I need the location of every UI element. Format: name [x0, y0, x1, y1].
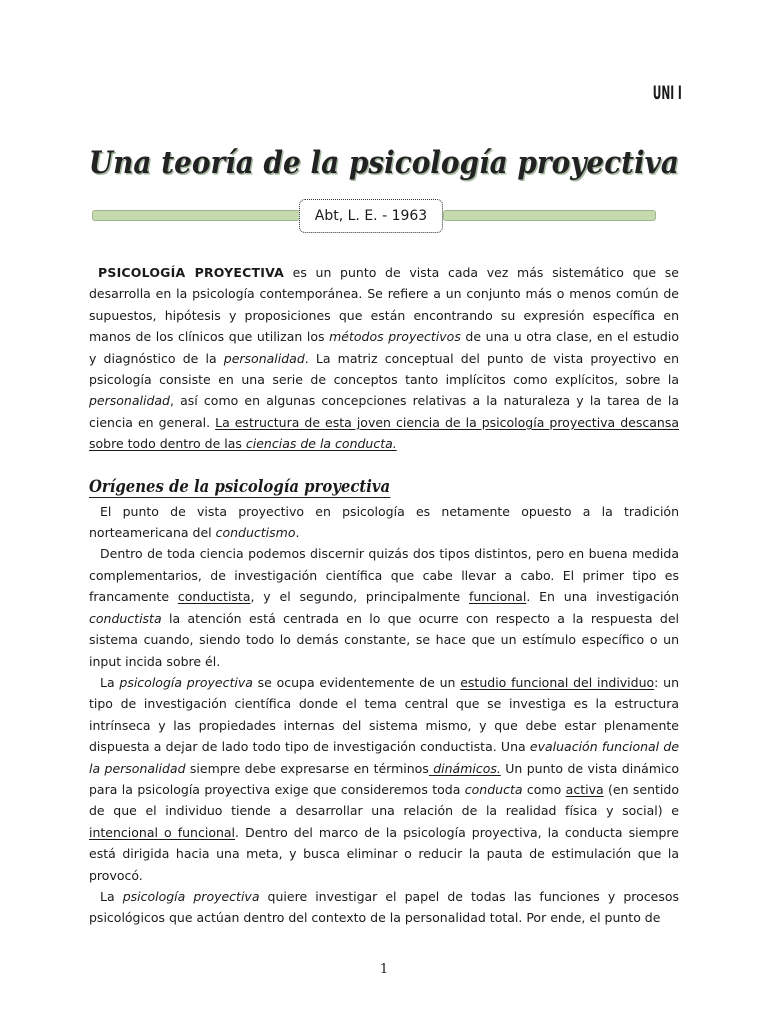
intro-paragraph: PSICOLOGÍA PROYECTIVA es un punto de vista cada vez más sistemático que se desarrolla en la psicología contemporánea. Se refiere a un conjunto más o menos común de supuestos, hipótesis y proposiciones que están encontrando su expresión específica en manos de los clínicos que utilizan los métodos proyectivos de una u otra clase, en el estudio y diagnóstico de la personalidad. La matriz conceptual del punto de vista proyectivo en psicología consiste en una serie de conceptos tanto implícitos como explícitos, sobre la personalidad, así como en algunas concepciones relativas a la naturaleza y la tarea de la ciencia en general. La estructura de esta joven ciencia de la psicología proyectiva descansa sobre todo dentro de las ciencias de la conducta.	[89, 265, 679, 452]
title-text: Una teoría de la psicología proyectiva	[88, 145, 680, 181]
author-box: Abt, L. E. - 1963	[299, 199, 443, 233]
section-heading: Orígenes de la psicología proyectiva	[89, 476, 391, 496]
section-paragraph-1: El punto de vista proyectivo en psicología es netamente opuesto a la tradición norteamericana del conductismo.	[89, 503, 679, 541]
section-paragraph-2: Dentro de toda ciencia podemos discernir quizás dos tipos distintos, pero en buena medida complementarios, de investigación científica que cabe llevar a cabo. El primer tipo es francamente conductista, y el segundo, principalmente funcional. En una investigación conductista la atención está centrada en lo que ocurre con respecto a la respuesta del sistema cuando, siendo todo lo demás constante, se hace que un estímulo específico o un input incida sobre él.	[89, 546, 679, 669]
unit-label: UNI I	[652, 82, 682, 104]
section-paragraph-3: La psicología proyectiva se ocupa evidentemente de un estudio funcional del individuo: un tipo de investigación científica donde el tema central que se investiga es la estructura intrínseca y las propiedades internas del sistema mismo, y que debe estar plenamente dispuesta a dejar de lado todo tipo de investigación conductista. Una evaluación funcional de la personalidad siempre debe expresarse en términos dinámicos. Un punto de vista dinámico para la psicología proyectiva exige que consideremos toda conducta como activa (en sentido de que el individuo tiende a desarrollar una relación de la realidad física y social) e intencional o funcional. Dentro del marco de la psicología proyectiva, la conducta siempre está dirigida hacia una meta, y busca eliminar o reducir la pauta de estimulación que la provocó.	[89, 674, 680, 883]
decorative-bar-left	[92, 210, 300, 221]
decorative-bar-right	[443, 210, 656, 221]
page-number: 1	[379, 962, 389, 977]
document-title	[0, 145, 768, 181]
section-paragraph-4: La psicología proyectiva quiere investigar el papel de todas las funciones y procesos psicológicos que actúan dentro del contexto de la personalidad total. Por ende, el punto de	[89, 888, 679, 926]
document-body	[89, 262, 679, 929]
underlined-statement: La estructura de esta joven ciencia de la psicología proyectiva descansa sobre todo dentro de las ciencias de la conducta.	[89, 414, 679, 452]
